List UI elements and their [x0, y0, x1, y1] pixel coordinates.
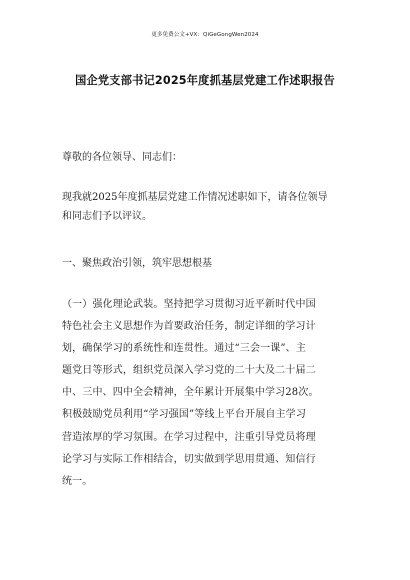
- paragraph-line: 划，确保学习的系统性和连贯性。通过“三会一课”、主: [62, 343, 306, 355]
- intro-line: 现我就2025年度抓基层党建工作情况述职如下，请各位领导: [62, 192, 328, 203]
- paragraph-line: 营造浓厚的学习氛围。在学习过程中，注重引导党员将理: [62, 431, 316, 443]
- body-paragraph: [62, 294, 352, 493]
- paragraph-line: 特色社会主义思想作为首要政治任务，制定详细的学习计: [62, 321, 316, 333]
- paragraph-line: 积极鼓励党员利用“学习强国”等线上平台开展自主学习: [62, 409, 306, 421]
- paragraph-line: （一）强化理论武装。坚持把学习贯彻习近平新时代中国: [62, 299, 316, 310]
- paragraph-line: 统一。: [62, 475, 93, 487]
- paragraph-line: 论学习与实际工作相结合，切实做到学思用贯通、知信行: [62, 453, 316, 465]
- paragraph-line: 题党日等形式，组织党员深入学习党的二十大及二十届二: [62, 365, 316, 377]
- salutation: 尊敬的各位领导、同志们：: [62, 152, 182, 163]
- intro-paragraph: [62, 188, 352, 226]
- paragraph-line: 中、三中、四中全会精神，全年累计开展集中学习28次。: [62, 387, 319, 399]
- page-title: 国企党支部书记2025年度抓基层党建工作述职报告: [75, 74, 335, 87]
- section-heading: 一、聚焦政治引领，筑牢思想根基: [62, 258, 212, 269]
- intro-line: 和同志们予以评议。: [62, 211, 152, 222]
- header-note: 更多免费公文+VX：QiGeGongWen2024: [151, 32, 259, 38]
